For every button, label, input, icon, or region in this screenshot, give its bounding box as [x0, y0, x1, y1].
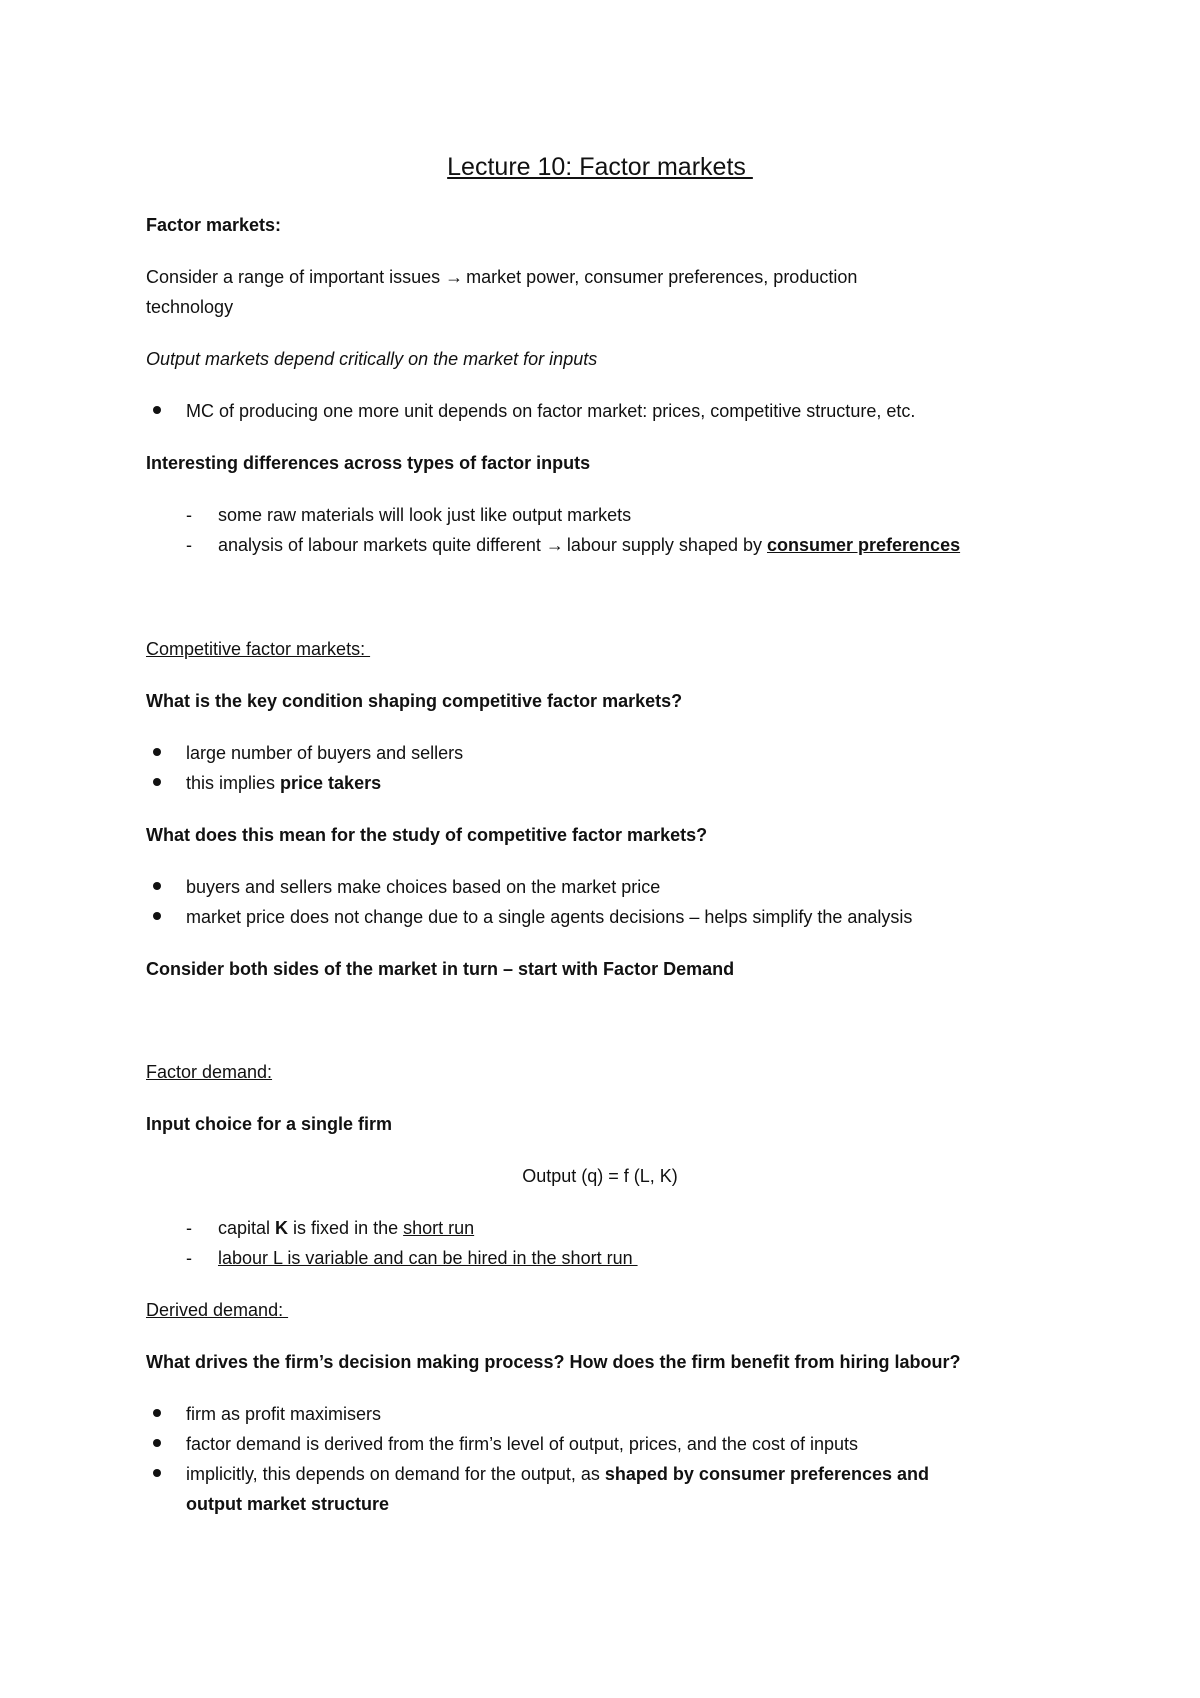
bullet-price-takers: [186, 768, 381, 798]
factor-markets-intro: [146, 262, 857, 292]
factor-markets-intro-cont: technology: [146, 297, 234, 317]
bullet-icon: [153, 406, 161, 414]
bullet-buyers-sellers: large number of buyers and sellers: [186, 743, 464, 763]
capital-text-c: is fixed in the: [288, 1218, 404, 1238]
bullet-market-price-choices: buyers and sellers make choices based on the market price: [186, 877, 661, 897]
bullet-icon: [153, 778, 161, 786]
dash-labour-markets: [218, 530, 960, 560]
bullet-icon: [153, 1439, 161, 1447]
price-takers-emphasis: price takers: [280, 773, 382, 793]
short-run-emphasis: short run: [403, 1218, 475, 1238]
dash-icon: -: [186, 535, 192, 555]
intro-text-a: Consider a range of important issues: [146, 267, 441, 287]
bullet-icon: [153, 912, 161, 920]
bullet-icon: [153, 882, 161, 890]
dash-icon: -: [186, 1218, 192, 1238]
implicitly-text-a: implicitly, this depends on demand for the output, as: [186, 1464, 605, 1484]
output-markets-italic: Output markets depend critically on the market for inputs: [146, 349, 598, 369]
bullet-profit-maximisers: firm as profit maximisers: [186, 1404, 382, 1424]
production-function-equation: Output (q) = f (L, K): [522, 1166, 678, 1186]
dash-capital-fixed: [218, 1213, 474, 1243]
factor-markets-heading: Factor markets:: [146, 215, 282, 235]
competitive-question-1: What is the key condition shaping competitive factor markets?: [146, 691, 683, 711]
dash-raw-materials: some raw materials will look just like output markets: [218, 505, 632, 525]
page-title: Lecture 10: Factor markets: [447, 153, 753, 181]
bullet-mc-text: MC of producing one more unit depends on factor market: prices, competitive structure, etc.: [186, 401, 916, 421]
competitive-question-2: What does this mean for the study of competitive factor markets?: [146, 825, 708, 845]
bullet-factor-demand-derived: factor demand is derived from the firm’s level of output, prices, and the cost of inputs: [186, 1434, 859, 1454]
bullet-icon: [153, 1409, 161, 1417]
factor-demand-heading: Factor demand:: [146, 1062, 273, 1082]
price-takers-text-a: this implies: [186, 773, 281, 793]
arrow-right-icon: →: [445, 267, 464, 287]
consumer-preferences-emphasis: consumer preferences: [767, 535, 961, 555]
bullet-icon: [153, 748, 161, 756]
dash-labour-variable: labour L is variable and can be hired in the short run: [218, 1248, 638, 1268]
bullet-implicitly-cont: output market structure: [186, 1494, 390, 1514]
dash-icon: -: [186, 505, 192, 525]
bullet-implicitly: [186, 1459, 929, 1489]
intro-text-b: market power, consumer preferences, production: [461, 267, 858, 287]
capital-k-emphasis: K: [275, 1218, 289, 1238]
factor-demand-subheading: Input choice for a single firm: [146, 1114, 393, 1134]
dash-icon: -: [186, 1248, 192, 1268]
bullet-market-price-single-agent: market price does not change due to a single agents decisions – helps simplify the analysis: [186, 907, 913, 927]
derived-demand-heading: Derived demand:: [146, 1300, 289, 1320]
competitive-closing: Consider both sides of the market in turn – start with Factor Demand: [146, 959, 735, 979]
implicitly-emphasis: shaped by consumer preferences and: [604, 1464, 930, 1484]
arrow-right-icon: →: [545, 535, 564, 555]
factor-inputs-subheading: Interesting differences across types of factor inputs: [146, 453, 591, 473]
competitive-heading: Competitive factor markets:: [146, 639, 371, 659]
bullet-icon: [153, 1469, 161, 1477]
capital-text-a: capital: [218, 1218, 276, 1238]
labour-text-b: labour supply shaped by: [561, 535, 767, 555]
derived-demand-question: What drives the firm’s decision making process? How does the firm benefit from hiring labour?: [146, 1352, 961, 1372]
labour-text-a: analysis of labour markets quite different: [218, 535, 541, 555]
